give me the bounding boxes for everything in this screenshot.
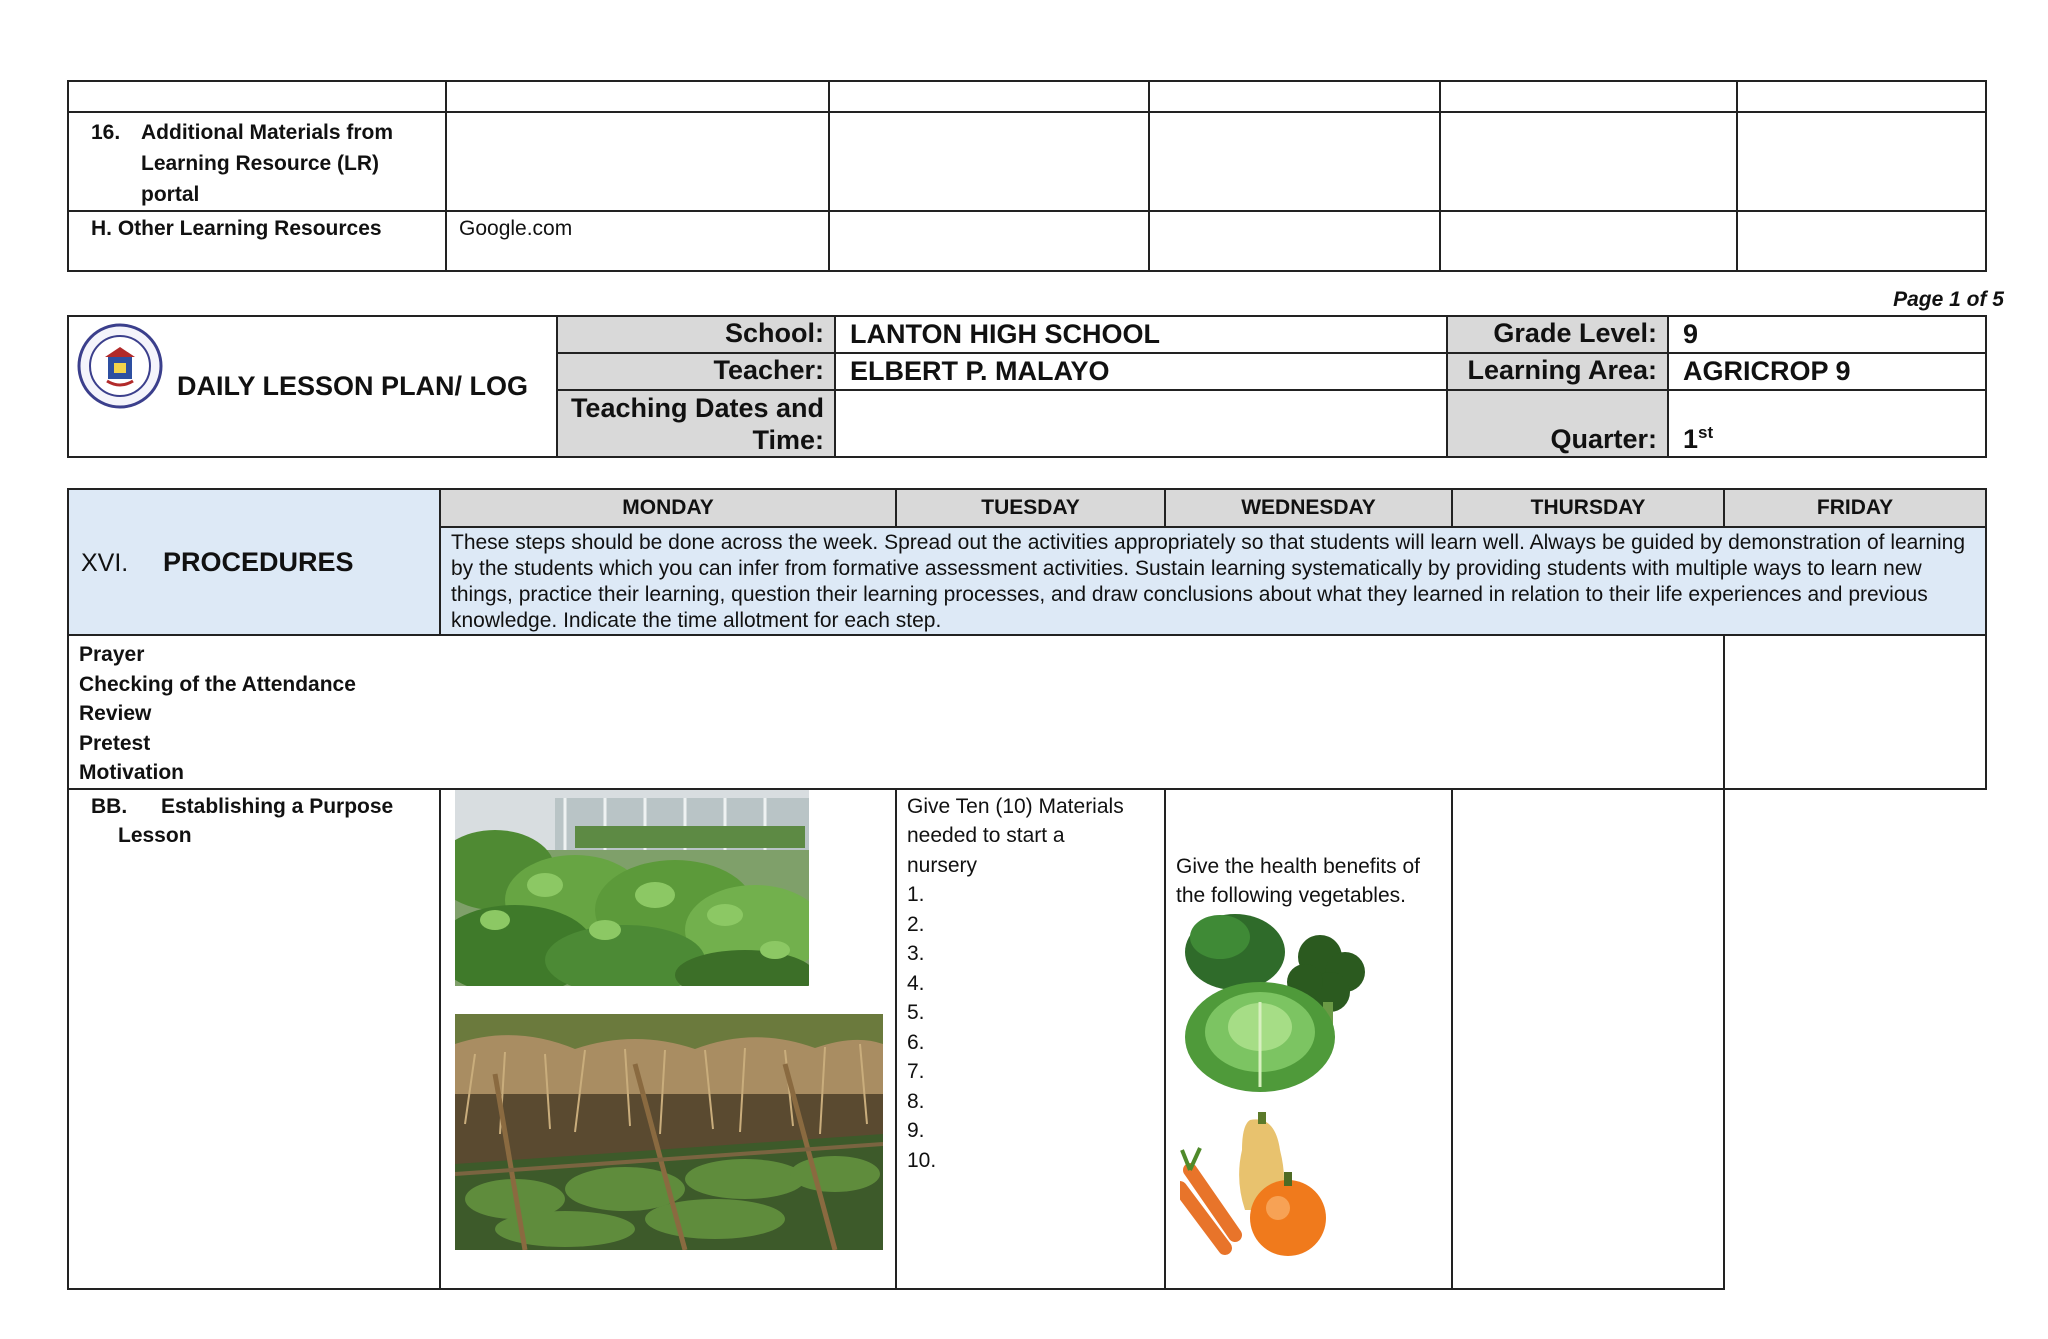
school-label: School: — [557, 316, 835, 353]
opening-activities-row — [68, 635, 1986, 789]
tuesday-task-cell — [896, 789, 1165, 1289]
procedures-instructions: These steps should be done across the week. Spread out the activities appropriately so that students will learn well. Always be guided by demonstration of learning by the students which you can infer from formative assessment activities. Sustain learning systematically by providing students with multiple ways to learn new things, practice their learning, question their learning processes, and draw conclusions about what they learned in relation to their life experiences and previous knowledge. Indicate the time allotment for each step. — [440, 527, 1986, 635]
other-resources-label: H. Other Learning Resources — [68, 211, 446, 271]
teaching-dates-label — [557, 390, 835, 457]
thatched-nursery-image — [455, 1014, 883, 1250]
additional-materials-line2: Learning Resource (LR) — [141, 152, 380, 175]
list-item-9: 9. — [907, 1119, 925, 1142]
list-item-3: 3. — [907, 942, 925, 965]
school-value: LANTON HIGH SCHOOL — [835, 316, 1447, 353]
other-resources-value: Google.com — [446, 211, 829, 271]
activity-motivation: Motivation — [79, 761, 184, 784]
additional-materials-label — [68, 112, 446, 211]
quarter-suffix: st — [1698, 423, 1714, 442]
learning-area-label: Learning Area: — [1447, 353, 1668, 390]
additional-materials-line1: Additional Materials from — [141, 121, 394, 144]
tuesday-task-line2: needed to start a — [907, 824, 1065, 847]
greenhouse-nursery-image — [455, 790, 809, 986]
establishing-purpose-label — [68, 789, 440, 1289]
list-item-7: 7. — [907, 1060, 925, 1083]
lesson-header-table — [67, 315, 1987, 458]
wednesday-task-cell — [1165, 789, 1452, 1289]
list-item-1: 1. — [907, 883, 925, 906]
procedures-heading-cell — [68, 489, 440, 635]
teaching-dates-label-line2: Time: — [752, 425, 824, 455]
day-header-tuesday: TUESDAY — [896, 489, 1165, 527]
list-item-8: 8. — [907, 1089, 925, 1113]
teacher-label: Teacher: — [557, 353, 835, 390]
friday-opening-cell — [1724, 635, 1986, 789]
learning-area-value: AGRICROP 9 — [1668, 353, 1986, 390]
activity-pretest: Pretest — [79, 731, 151, 755]
friday-cell-empty — [1724, 789, 1986, 1289]
lesson-plan-title: DAILY LESSON PLAN/ LOG — [177, 371, 529, 401]
procedures-title: PROCEDURES — [163, 546, 354, 577]
wednesday-task-line1: Give the health benefits of — [1176, 854, 1420, 878]
deped-seal-icon — [77, 323, 163, 409]
title-cell — [68, 316, 557, 457]
resources-row-other — [68, 211, 1986, 271]
resources-row-additional-materials — [68, 112, 1986, 211]
list-item-5: 5. — [907, 1001, 925, 1024]
item-number: 16. — [91, 121, 121, 144]
page-number: Page 1 of 5 — [1893, 288, 2004, 311]
root-vegetables-image — [1180, 1110, 1330, 1258]
learning-resources-table — [67, 80, 1987, 272]
tuesday-task-line3: nursery — [907, 853, 978, 877]
list-item-6: 6. — [907, 1030, 925, 1054]
quarter-value: 1 — [1683, 424, 1699, 454]
procedures-number: XVI. — [81, 548, 129, 577]
grade-level-label: Grade Level: — [1447, 316, 1668, 353]
activity-review: Review — [79, 702, 152, 725]
grade-level-value: 9 — [1668, 316, 1986, 353]
day-header-monday: MONDAY — [440, 489, 896, 527]
procedures-table — [67, 488, 1987, 1290]
bb-line2: Lesson — [118, 824, 192, 847]
list-item-4: 4. — [907, 971, 925, 995]
teaching-dates-value — [835, 390, 1447, 457]
day-header-thursday: THURSDAY — [1452, 489, 1724, 527]
tuesday-task-line1: Give Ten (10) Materials — [907, 794, 1124, 818]
list-item-2: 2. — [907, 912, 925, 936]
opening-activities-cell — [68, 635, 1724, 789]
bb-line1: Establishing a Purpose — [161, 794, 394, 818]
teaching-dates-label-line1: Teaching Dates and — [570, 393, 824, 423]
teacher-value: ELBERT P. MALAYO — [835, 353, 1447, 390]
leafy-vegetables-image — [1180, 907, 1370, 1097]
monday-images-cell — [440, 789, 896, 1289]
resources-blank-row — [68, 81, 1986, 112]
list-item-10: 10. — [907, 1148, 937, 1172]
day-header-wednesday: WEDNESDAY — [1165, 489, 1452, 527]
establishing-purpose-row — [68, 789, 1986, 1289]
quarter-value-cell — [1668, 390, 1986, 457]
wednesday-task-line2: the following vegetables. — [1176, 884, 1406, 907]
activity-prayer: Prayer — [79, 643, 145, 666]
bb-number: BB. — [91, 794, 128, 818]
day-header-friday: FRIDAY — [1724, 489, 1986, 527]
quarter-label: Quarter: — [1447, 390, 1668, 457]
thursday-cell — [1452, 789, 1724, 1289]
additional-materials-line3: portal — [141, 183, 200, 206]
activity-attendance: Checking of the Attendance — [79, 672, 356, 696]
